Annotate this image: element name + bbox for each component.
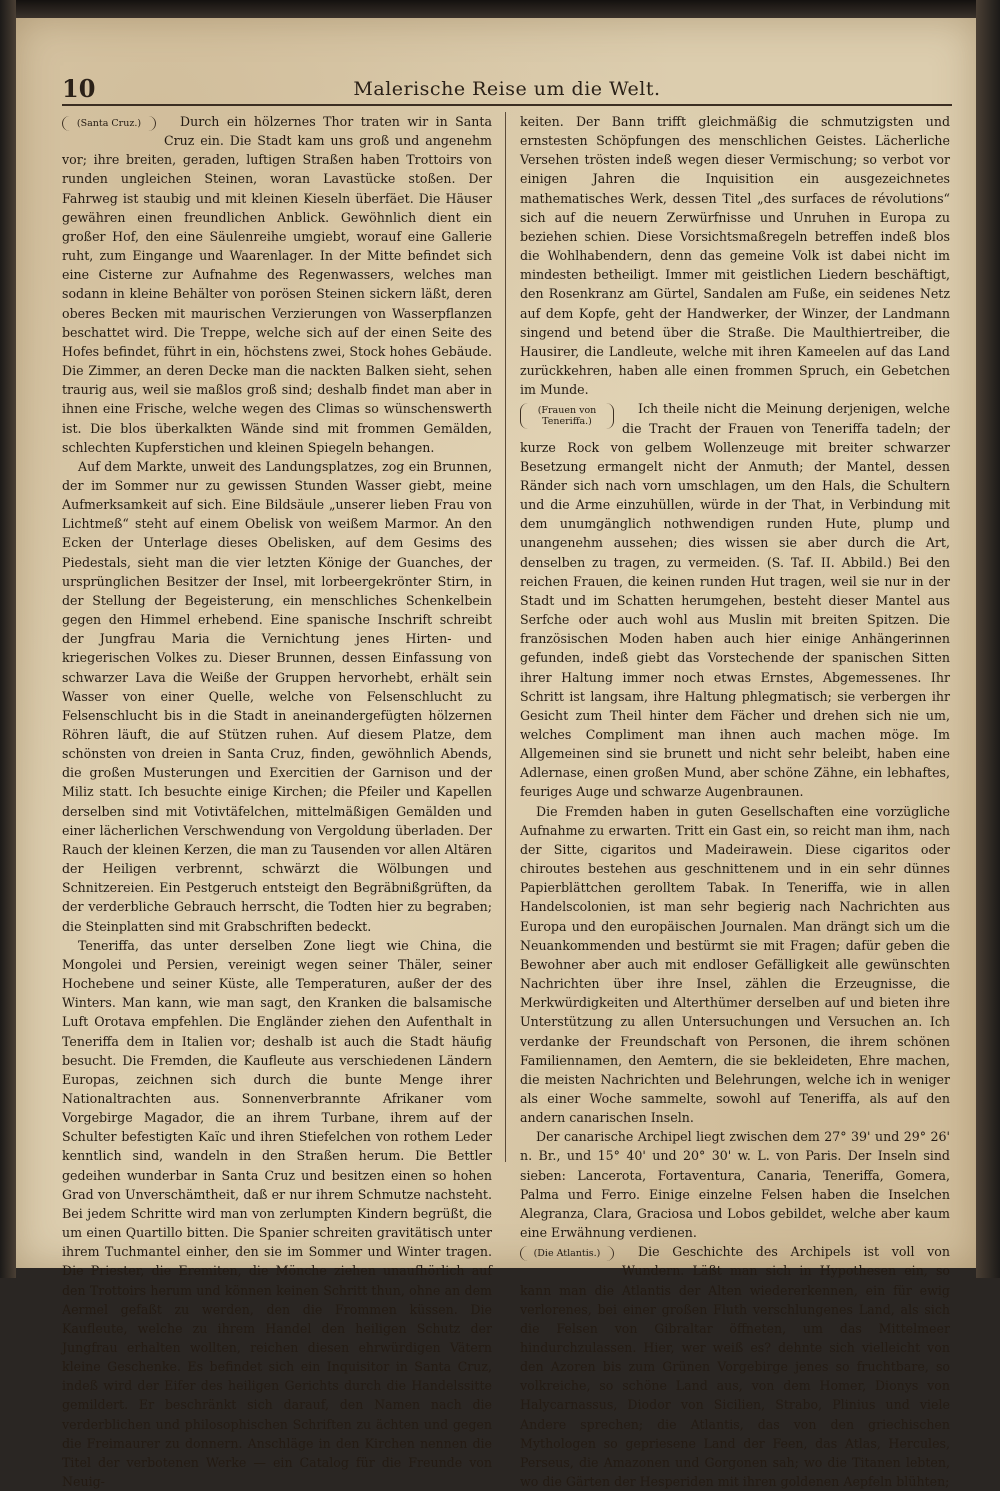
column-divider xyxy=(505,112,506,1162)
sidenote-santa-cruz: (Santa Cruz.) xyxy=(62,116,156,131)
paragraph-frauen xyxy=(520,399,950,801)
sidenote-frauen: (Frauen von Teneriffa.) xyxy=(520,403,614,429)
scan-right-edge xyxy=(976,0,1000,1278)
paragraph-teneriffa: Teneriffa, das unter derselben Zone liegt wie China, die Mongolei und Persien, vereinigt wegen seiner Thäler, seiner Hochebene und seiner Küste, alle Temperaturen, außer der des Winters. Man kann, wie man sagt, den Kranken die balsamische Luft Orotava empfehlen. Die Engländer ziehen den Aufenthalt in Teneriffa dem in Italien vor; deshalb ist auch die Stadt häufig besucht. Die Fremden, die Kaufleute aus verschiedenen Ländern Europas, zeichnen sich durch die bunte Menge ihrer Nationaltrachten aus. Sonnenverbrannte Afrikaner vom Vorgebirge Magador, die an ihrem Turbane, ihrem auf der Schulter befestigten Kaïc und ihren Stiefelchen von rothem Leder kenntlich sind, wandeln in den Straßen herum. Die Bettler gedeihen wunderbar in Santa Cruz und besitzen einen so hohen Grad von Unverschämtheit, daß er nur ihrem Schmutze nachsteht. Bei jedem Schritte wird man von zerlumpten Kindern begrüßt, die um einen Quartillo bitten. Die Spanier schreiten gravitätisch unter ihrem Tuchmantel einher, den sie im Sommer und Winter tragen. Die Priester, die Eremiten, die Mönche ziehen unaufhörlich auf den Trottoirs herum und können keinen Schritt thun, ohne an dem Aermel gefaßt zu werden, den die Frommen küssen. Die Kaufleute, welche zu ihrem Handel den heiligen Schutz der Jungfrau erhalten wollten, reichen diesen ehrwürdigen Vätern kleine Geschenke. Es befindet sich ein Inquisitor in Santa Cruz, indeß wird der Eifer des heiligen Gerichts durch die Handelssitte gemildert. Er beschränkt sich darauf, den Namen nach die verderblichen und philosophischen Schriften zu ächten und gegen die Freimaurer zu donnern. Anschläge in den Kirchen nennen die Titel der verbotenen Werke — ein Catalog für die Freunde von Neuig- xyxy=(62,937,492,1490)
page-number: 10 xyxy=(62,74,96,103)
page-header xyxy=(62,74,952,104)
paragraph-fremden: Die Fremden haben in guten Gesellschaften eine vorzügliche Aufnahme zu erwarten. Tritt ein Gast ein, so reicht man ihm, nach der Sitte, cigaritos und Madeirawein. Diese cigaritos oder chiroutes bestehen aus geschnittenem und in ein sehr dünnes Papierblättchen gerolltem Tabak. In Teneriffa, wie in allen Handelscolonien, ist man sehr begierig nach Nachrichten aus Europa und den europäischen Journalen. Man drängt sich um die Neuankommenden und bestürmt sie mit Fragen; dafür geben die Bewohner aber auch mit endloser Gefälligkeit alle gewünschten Nachrichten über ihre Insel, zählen die Erzeugnisse, die Merkwürdigkeiten und Alterthümer derselben auf und bieten ihre Unterstützung zu allen Untersuchungen und Versuchen an. Ich verdanke der Freundschaft von Personen, die ihrem schönen Familiennamen, den Aemtern, die sie bekleideten, Ehre machen, die meisten Nachrichten und Belehrungen, welche ich in weniger als einer Woche sammelte, sowohl auf Teneriffa, als auf den andern canarischen Inseln. xyxy=(520,803,950,1126)
book-binding-edge xyxy=(0,0,16,1278)
paragraph-archipel: Der canarische Archipel liegt zwischen dem 27° 39' und 29° 26' n. Br., und 15° 40' und 20° 30' w. L. von Paris. Der Inseln sind sieben: Lancerota, Fortaventura, Canaria, Teneriffa, Gomera, Palma und Ferro. Einige einzelne Felsen haben die Inselchen Alegranza, Clara, Graciosa und Lobos gebildet, welche aber kaum eine Erwähnung verdienen. xyxy=(520,1129,950,1241)
paragraph-atlantis xyxy=(520,1242,950,1491)
paragraph-continuation: keiten. Der Bann trifft gleichmäßig die schmutzigsten und ernstesten Schöpfungen des menschlichen Geistes. Lächerliche Versehen trösten indeß wegen dieser Vermischung; so verbot vor einigen Jahren die Inquisition ein ausgezeichnetes mathematisches Werk, dessen Titel „des surfaces de révolutions“ sich auf die neuern Zerwürfnisse und Unruhen in Europa zu beziehen schien. Diese Vorsichtsmaßregeln betreffen indeß blos die Wohlhabendern, denn das gemeine Volk ist dabei nicht im mindesten betheiligt. Immer mit geistlichen Liedern beschäftigt, den Rosenkranz am Gürtel, Sandalen am Fuße, ein seidenes Netz auf dem Kopfe, geht der Handwerker, der Winzer, der Landmann singend und betend über die Straße. Die Maulthiertreiber, die Hausirer, die Landleute, welche mit ihren Kameelen auf das Land zurückkehren, haben alle einen frommen Spruch, ein Gebetchen im Munde. xyxy=(520,114,950,398)
right-column xyxy=(520,112,950,1490)
running-title: Malerische Reise um die Welt. xyxy=(353,78,661,100)
header-rule xyxy=(62,104,952,106)
paragraph-text: Ich theile nicht die Meinung derjenigen, welche die Tracht der Frauen von Teneriffa tadeln; der kurze Rock von gelbem Wollenzeuge mit breiter schwarzer Besetzung ermangelt nicht der Anmuth; der Mantel, dessen Ränder sich nach vorn umschlagen, um den Hals, die Schultern und die Arme einzuhüllen, würde in der That, in Verbindung mit dem unumgänglich nothwendigen runden Hute, plump und unangenehm aussehen; dies wissen sie aber durch die Art, denselben zu tragen, zu vermeiden. (S. Taf. II. Abbild.) Bei den reichen Frauen, die keinen runden Hut tragen, weil sie nur in der Stadt und im Schatten herumgehen, besteht dieser Mantel aus Serfche oder auch wohl aus Muslin mit breiten Spitzen. Die französischen Moden haben auch hier einige Anhängerinnen gefunden, indeß giebt das Vorstechende der spanischen Sitten ihrer Haltung immer noch etwas Ernstes, Abgemessenes. Ihr Schritt ist langsam, ihre Haltung phlegmatisch; sie verbergen ihr Gesicht zum Theil hinter dem Fächer und drehen sich nie um, welches Compliment man ihnen auch machen möge. Im Allgemeinen sind sie brunett und nicht sehr beleibt, haben eine Adlernase, einen großen Mund, aber schöne Zähne, ein lebhaftes, feuriges Auge und schwarze Augenbraunen. xyxy=(520,401,950,800)
paragraph-markt: Auf dem Markte, unweit des Landungsplatzes, zog ein Brunnen, der im Sommer nur zu gewissen Stunden Wasser giebt, meine Aufmerksamkeit auf sich. Eine Bildsäule „unserer lieben Frau von Lichtmeß“ steht auf einem Obelisk von weißem Marmor. An den Ecken der Unterlage dieses Obelisken, auf dem Gesims des Piedestals, sieht man die vier letzten Könige der Guanches, der ursprünglichen Besitzer der Insel, mit lorbeergekrönter Stirn, in der Stellung der Begeisterung, ein menschliches Schenkelbein gegen den Himmel erhebend. Eine spanische Inschrift schreibt der Jungfrau Maria die Vernichtung jenes Hirten- und kriegerischen Volkes zu. Dieser Brunnen, dessen Einfassung von schwarzer Lava die Weiße der Gruppen hervorhebt, erhält sein Wasser von einer Quelle, welche von Felsenschlucht zu Felsenschlucht bis in die Stadt in aneinandergefügten hölzernen Röhren läuft, die auf Stützen ruhen. Auf diesem Platze, dem schönsten von dreien in Santa Cruz, finden, gewöhnlich Abends, die großen Musterungen und Exercitien der Garnison und der Miliz statt. Ich besuchte einige Kirchen; die Pfeiler und Kapellen derselben sind mit Votivtäfelchen, mittelmäßigen Gemälden und einer lächerlichen Verschwendung von Vergoldung überladen. Der Rauch der kleinen Kerzen, die man zu Tausenden vor allen Altären der Heiligen verbrennt, schwärzt die Wölbungen und Schnitzereien. Ein Pestgeruch entsteigt den Begräbnißgrüften, da der verderbliche Gebrauch herrscht, die Todten hier zu begraben; die Steinplatten sind mit Grabschriften bedeckt. xyxy=(62,458,492,934)
sidenote-atlantis: (Die Atlantis.) xyxy=(520,1246,614,1261)
scan-top-edge xyxy=(0,0,1000,18)
paragraph-text: Durch ein hölzernes Thor traten wir in Santa Cruz ein. Die Stadt kam uns groß und angenehm vor; ihre breiten, geraden, luftigen Straßen haben Trottoirs von runden ungleichen Steinen, woran Lavastücke stoßen. Der Fahrweg ist staubig und mit kleinen Kieseln überfäet. Die Häuser gewähren einen freundlichen Anblick. Gewöhnlich dient ein großer Hof, den eine Säulenreihe umgiebt, worauf eine Gallerie ruht, zum Eingange und Waarenlager. In der Mitte befindet sich eine Cisterne zur Aufnahme des Regenwassers, welches man sodann in kleine Behälter von porösen Steinen sickern läßt, deren oberes Becken mit maurischen Verzierungen von Wasserpflanzen beschattet wird. Die Treppe, welche sich auf der einen Seite des Hofes befindet, führt in ein, höchstens zwei, Stock hohes Gebäude. Die Zimmer, an deren Decke man die nackten Balken sieht, sehen traurig aus, weil sie maßlos groß sind; deshalb findet man aber in ihnen eine Frische, welche wegen des Climas so wünschenswerth ist. Die blos überkalkten Wände sind mit frommen Gemälden, schlechten Kupferstichen und kleinen Spiegeln behangen. xyxy=(62,114,492,455)
paragraph-santa-cruz xyxy=(62,112,492,457)
paragraph-text: Die Geschichte des Archipels ist voll von Wundern. Läßt man sich in Hypothesen ein, so kann man die Atlantis der Alten wiedererkennen, ein für ewig verlorenes, bei einer großen Fluth verschlungenes Land, als sich die Felsen von Gibraltar öffneten, um das Mittelmeer hindurchzulassen. Hier, wer weiß es? dehnte sich vielleicht von den Azoren bis zum Grünen Vorgebirge jenes so fruchtbare, so volkreiche, so schöne Land aus, von dem Homer, Dionys von Halycarnassus, Diodor von Sicilien, Strabo, Plinius und viele Andere sprechen; die Atlantis, das von den griechischen Mythologen so gepriesene Land der Feen, das Atlas, Hercules, Perseus, die Amazonen und Gorgonen sah; wo die Titanen lebten, wo die Gärten der Hesperiden mit ihren goldenen Aepfeln blühten; xyxy=(520,1244,950,1490)
left-column xyxy=(62,112,492,1490)
